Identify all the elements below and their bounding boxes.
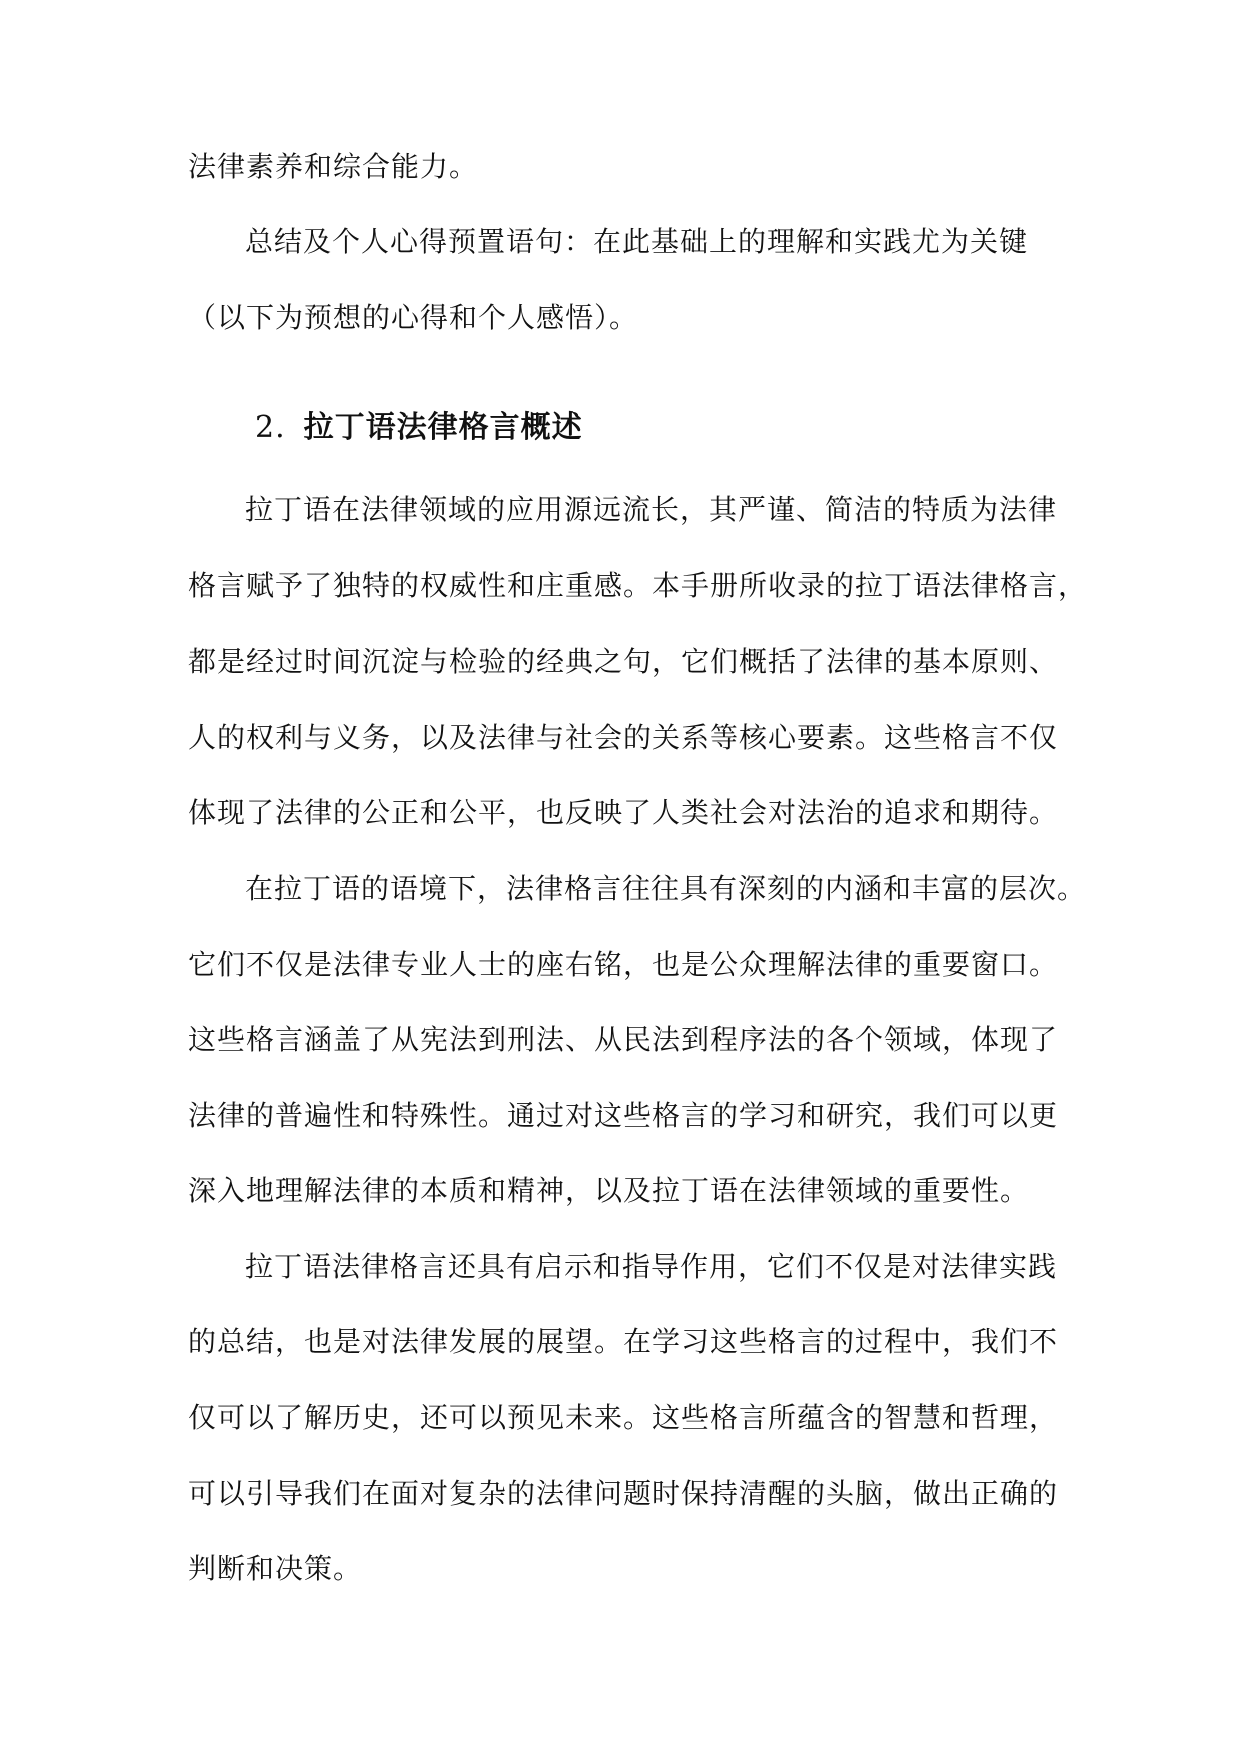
- paragraph-line: 都是经过时间沉淀与检验的经典之句，它们概括了法律的基本原则、: [188, 645, 1059, 678]
- paragraph-line: 判断和决策。: [188, 1552, 363, 1585]
- text-line: 总结及个人心得预置语句：在此基础上的理解和实践尤为关键: [245, 225, 1029, 258]
- section-number: 2.: [255, 410, 286, 445]
- section-heading: [255, 406, 583, 450]
- paragraph-line: 它们不仅是法律专业人士的座右铭，也是公众理解法律的重要窗口。: [188, 948, 1059, 981]
- paragraph-line: 拉丁语法律格言还具有启示和指导作用，它们不仅是对法律实践: [245, 1250, 1058, 1283]
- paragraph-line: 体现了法律的公正和公平，也反映了人类社会对法治的追求和期待。: [188, 796, 1059, 829]
- paragraph-line: 人的权利与义务，以及法律与社会的关系等核心要素。这些格言不仅: [188, 721, 1059, 754]
- paragraph-line: 这些格言涵盖了从宪法到刑法、从民法到程序法的各个领域，体现了: [188, 1023, 1059, 1056]
- text-line: （以下为预想的心得和个人感悟）。: [188, 301, 639, 334]
- paragraph-line: 可以引导我们在面对复杂的法律问题时保持清醒的头脑，做出正确的: [188, 1477, 1059, 1510]
- paragraph-line: 深入地理解法律的本质和精神，以及拉丁语在法律领域的重要性。: [188, 1174, 1030, 1207]
- paragraph-line: 仅可以了解历史，还可以预见未来。这些格言所蕴含的智慧和哲理，: [188, 1401, 1059, 1434]
- paragraph-line: 的总结，也是对法律发展的展望。在学习这些格言的过程中，我们不: [188, 1325, 1059, 1358]
- paragraph-line: 格言赋予了独特的权威性和庄重感。本手册所收录的拉丁语法律格言，: [188, 569, 1088, 602]
- paragraph-line: 拉丁语在法律领域的应用源远流长，其严谨、简洁的特质为法律: [245, 493, 1058, 526]
- section-title: 拉丁语法律格言概述: [303, 410, 583, 445]
- text-line: 法律素养和综合能力。: [188, 150, 479, 183]
- paragraph-line: 法律的普遍性和特殊性。通过对这些格言的学习和研究，我们可以更: [188, 1099, 1059, 1132]
- paragraph-line: 在拉丁语的语境下，法律格言往往具有深刻的内涵和丰富的层次。: [245, 872, 1087, 905]
